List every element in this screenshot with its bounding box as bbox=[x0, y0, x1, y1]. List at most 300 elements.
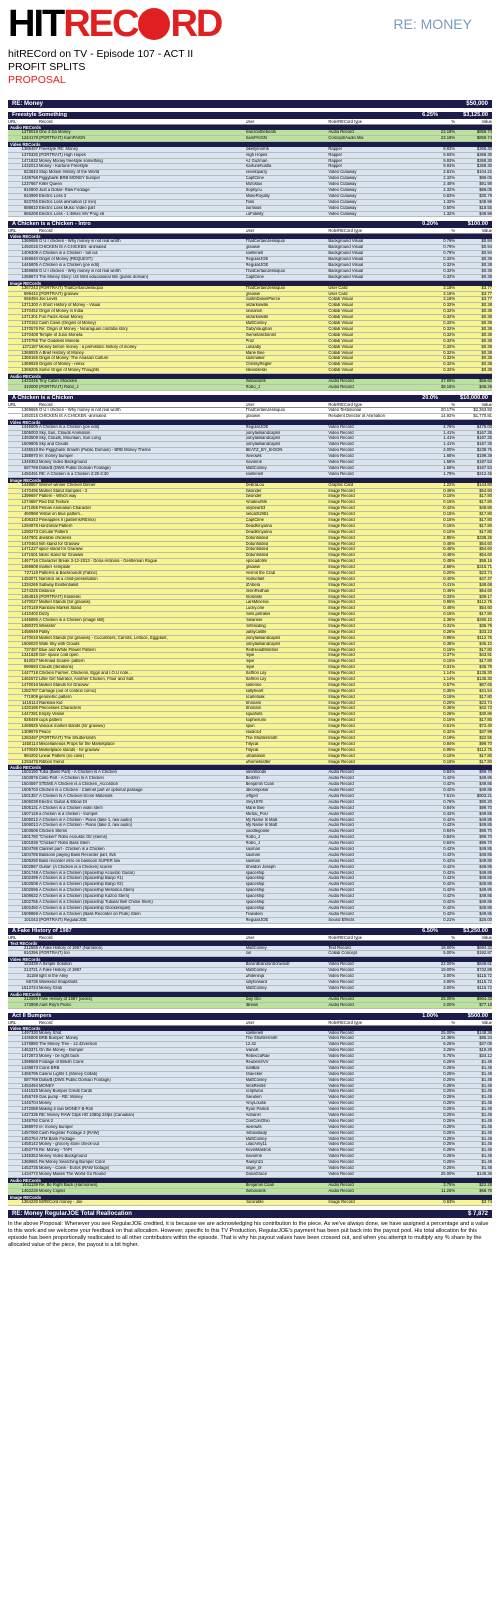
record-role: Collab Visual bbox=[328, 350, 353, 355]
record-title: On the Money - Bumper bbox=[38, 1048, 84, 1053]
column-header-pct: % bbox=[451, 1019, 456, 1025]
record-value: $37.09 bbox=[479, 1042, 492, 1047]
record-percent: 0.25% bbox=[443, 1113, 456, 1118]
record-url: 1423446 bbox=[21, 379, 38, 384]
record-title: Clarinet part - Chicken is a Chicken bbox=[38, 846, 105, 851]
record-value: $36.79 bbox=[479, 665, 492, 670]
record-title: Dollar$ (DWS Public Domain Footage) bbox=[38, 465, 111, 470]
record-user: Raelyn21 bbox=[245, 1160, 264, 1165]
record-percent: 0.84% bbox=[443, 741, 456, 746]
record-percent: 0.32% bbox=[443, 332, 456, 337]
record-user: Benjamin Coan bbox=[245, 782, 275, 787]
record-user: urbanation bbox=[245, 753, 266, 758]
record-url: 823843 bbox=[23, 170, 38, 175]
record-url: 1367243 bbox=[21, 285, 38, 290]
record-title: BRB Bumper: Money bbox=[38, 1036, 79, 1041]
record-user: Day Glo bbox=[245, 996, 261, 1001]
record-value: $1.48 bbox=[481, 1154, 492, 1159]
record-percent: 1.58% bbox=[443, 465, 456, 470]
record-value: $49.85 bbox=[479, 852, 492, 857]
record-user: rejiie bbox=[245, 653, 255, 658]
record-percent: 0.15% bbox=[443, 647, 456, 652]
record-percent: 0.33% bbox=[443, 594, 456, 599]
record-percent: 1.41% bbox=[443, 442, 456, 447]
record-percent: 0.46% bbox=[443, 541, 456, 546]
record-percent: 0.32% bbox=[443, 309, 456, 314]
record-percent: 3.00% bbox=[443, 985, 456, 990]
record-user: scarletoak bbox=[245, 694, 265, 699]
record-value: $34.12 bbox=[479, 1054, 492, 1059]
section bbox=[8, 221, 492, 390]
record-percent: 0.42% bbox=[443, 823, 456, 828]
record-value: $67.65 bbox=[479, 682, 492, 687]
record-url: 1388970 bbox=[21, 454, 38, 459]
record-title: Cash Cows (Origins of Money) bbox=[38, 321, 96, 326]
record-percent: 0.84% bbox=[443, 770, 456, 775]
record-url: 1438873 bbox=[21, 1065, 38, 1070]
record-user: ThatCertainJessiquoi bbox=[245, 285, 285, 290]
record-title: Money Video Background bbox=[38, 459, 87, 464]
record-title: Yellow on blue pattern... bbox=[38, 512, 84, 517]
record-role: Video Record bbox=[328, 1089, 354, 1094]
record-url: 1470496 bbox=[21, 488, 38, 493]
record-title: Temple of Juno Moneta bbox=[38, 332, 83, 337]
record-title: Linear Pattern (no color) bbox=[38, 753, 85, 758]
column-header-role: Role/RECord type bbox=[328, 119, 363, 124]
record-url: 1453735 bbox=[21, 1166, 38, 1171]
record-title: Stop Motion History of the World bbox=[38, 170, 100, 175]
record-percent: 2.00% bbox=[443, 1002, 456, 1007]
record-user: kevinbparry bbox=[245, 170, 268, 175]
record-percent: 0.42% bbox=[443, 852, 456, 857]
record-percent: 3.00% bbox=[443, 980, 456, 984]
record-percent: 18.00% bbox=[440, 945, 456, 950]
record-value: $338.26 bbox=[476, 535, 492, 540]
record-user: spaceship bbox=[245, 905, 265, 910]
record-value: $3.77 bbox=[481, 291, 492, 296]
record-title: Re: Be Right Back (Harmonies) bbox=[38, 1182, 98, 1187]
record-url: 1244179 bbox=[21, 135, 38, 140]
record-title: Cash Register Footage 2 (RAW) bbox=[38, 1130, 100, 1135]
record-user: DebraLou bbox=[245, 482, 264, 487]
record-role: Audio Record bbox=[328, 1002, 354, 1007]
record-user: poodlegoose bbox=[245, 829, 270, 834]
record-title: fabric stand for Graoww bbox=[38, 553, 84, 558]
record-percent: 14.38% bbox=[440, 1036, 456, 1041]
record-title: re: money bumper bbox=[38, 454, 73, 459]
record-role: Video Record bbox=[328, 985, 354, 990]
record-percent: 0.32% bbox=[443, 338, 456, 343]
record-url: 1283497 bbox=[21, 735, 38, 740]
record-url: 1471056 bbox=[21, 506, 38, 511]
record-value: $1.48 bbox=[481, 1083, 492, 1088]
record-value: $99.70 bbox=[479, 829, 492, 834]
record-value: $99.70 bbox=[479, 835, 492, 840]
record-user: RegularJOE bbox=[245, 424, 269, 429]
record-user: Dotunfolded bbox=[245, 547, 269, 552]
record-url: 1399569 bbox=[21, 1060, 38, 1065]
record-title: Patsy bbox=[38, 629, 50, 634]
record-user: Tillycat bbox=[245, 741, 259, 746]
record-title: STEMS A Chicken is a Chicken_Accordion bbox=[38, 782, 119, 787]
record-percent: 1.68% bbox=[443, 454, 456, 459]
record-percent: 0.42% bbox=[443, 782, 456, 787]
section-name: A Fake History of 1987 bbox=[12, 927, 72, 934]
record-role: Video Cutaway bbox=[328, 211, 357, 216]
record-role: Image Record bbox=[328, 512, 355, 517]
record-value: $49.85 bbox=[479, 846, 492, 851]
column-header-pct: % bbox=[451, 119, 456, 124]
record-percent: 0.46% bbox=[443, 588, 456, 593]
record-user: DanaGrace bbox=[245, 1171, 267, 1176]
group-label: Video RECords bbox=[8, 420, 492, 425]
record-url: 1509869 bbox=[21, 911, 38, 916]
record-user: KamPAIGN bbox=[245, 135, 267, 140]
record-title: hitRECord money - Joe bbox=[38, 1199, 83, 1204]
record-user: theboxsets bbox=[245, 1188, 266, 1193]
record-percent: 0.25% bbox=[443, 1166, 456, 1171]
section-amount: $3,250.00 bbox=[463, 927, 488, 934]
record-value: $18.55 bbox=[479, 205, 492, 210]
record-user: Benjamin Coan bbox=[245, 1182, 275, 1187]
record-percent: 0.25% bbox=[443, 1118, 456, 1123]
record-url: 173908 bbox=[23, 1002, 38, 1007]
record-value: $17.80 bbox=[479, 647, 492, 652]
record-url: 1471501 bbox=[21, 553, 38, 558]
record-url: 1447718 bbox=[21, 671, 38, 676]
record-user: graoww bbox=[245, 245, 260, 250]
record-role: Image Record bbox=[328, 635, 355, 640]
record-value: $3.77 bbox=[481, 285, 492, 290]
record-title: light in the Alley bbox=[38, 974, 69, 979]
record-role: Image Record bbox=[328, 706, 355, 711]
record-role: Audio Record bbox=[328, 888, 354, 893]
record-title: Some Origin of Money Thoughts bbox=[38, 368, 100, 373]
record-percent: 3.00% bbox=[443, 974, 456, 979]
record-role: Image Record bbox=[328, 753, 355, 758]
record-percent: 0.25% bbox=[443, 1142, 456, 1147]
record-title: (PORTRAIT) graoww bbox=[38, 291, 79, 296]
record-user: fraeulein bbox=[245, 1095, 262, 1100]
episode-title: hitRECord on TV - Episode 107 - ACT II bbox=[8, 48, 194, 60]
record-user: dbcomposer bbox=[245, 788, 269, 793]
record-role: Collab Visual bbox=[328, 362, 353, 367]
record-role: Image Record bbox=[328, 730, 355, 735]
record-value: $0.38 bbox=[481, 356, 492, 361]
record-value: $17.80 bbox=[479, 659, 492, 664]
record-value: $0.38 bbox=[481, 303, 492, 308]
record-user: KevinMastros bbox=[245, 1148, 271, 1153]
record-url: 1349353 bbox=[21, 1154, 38, 1159]
record-url: 1282787 bbox=[21, 688, 38, 693]
record-title: "Chicken" Robo Bass Stem bbox=[38, 841, 90, 846]
record-url: 1371187 bbox=[21, 344, 38, 349]
column-header-user: User bbox=[245, 228, 255, 234]
record-title: A Chicken is a Chicken (Spaceship Kazoo Stem) bbox=[38, 894, 130, 899]
record-title: Origin of Money in India bbox=[38, 309, 84, 314]
reallocation-row bbox=[8, 1210, 492, 1218]
record-value: $37.98 bbox=[479, 730, 492, 735]
record-url: 1506020 bbox=[21, 641, 38, 646]
total-label: RE: Money bbox=[12, 101, 44, 107]
record-url: 1447901 bbox=[21, 535, 38, 540]
record-value: $54.60 bbox=[479, 588, 492, 593]
record-percent: 0.42% bbox=[443, 811, 456, 816]
record-percent: 0.32% bbox=[443, 362, 456, 367]
record-role: Audio Record bbox=[328, 996, 354, 1001]
record-role: Image Record bbox=[328, 488, 355, 493]
record-percent: 0.25% bbox=[443, 1083, 456, 1088]
record-role: Video Record bbox=[328, 1154, 354, 1159]
record-value: $732.89 bbox=[476, 968, 492, 973]
record-title: A Chicken Is A Chicken-Score Materials bbox=[38, 793, 113, 798]
section-name: A Chicken is a Chicken - Intro bbox=[12, 221, 91, 228]
record-user: alexWoods bbox=[245, 770, 267, 775]
record-url: 1505250 bbox=[21, 858, 38, 863]
record-title: Killer Queen bbox=[38, 182, 62, 187]
record-role: Graphic Card bbox=[328, 482, 354, 487]
record-user: belcath1981 bbox=[245, 512, 269, 517]
record-percent: 0.41% bbox=[443, 582, 456, 587]
record-user: AmyLouise bbox=[245, 1101, 267, 1106]
record-title: Bass recorder intro on bassoon SUPER low bbox=[38, 858, 121, 863]
record-url: 1507128 bbox=[21, 811, 38, 816]
table-row bbox=[8, 385, 492, 391]
record-url: 1450114 bbox=[21, 741, 38, 746]
record-title: A Chicken is a Chicken violin stem bbox=[38, 805, 103, 810]
record-url: 1463371 bbox=[21, 1048, 38, 1053]
record-role: Collab Visual bbox=[328, 344, 353, 349]
record-percent: 0.32% bbox=[443, 344, 456, 349]
record-percent: 0.79% bbox=[443, 251, 456, 256]
group-label: Video RECords bbox=[8, 1026, 492, 1031]
record-url: 213731 bbox=[23, 968, 38, 973]
record-role: Image Record bbox=[328, 571, 355, 575]
record-title: Market Stands (for graoww) bbox=[38, 600, 91, 605]
record-user: sophierumi bbox=[245, 718, 266, 723]
record-title: The Money Story: US Mint educational film (public domain) bbox=[38, 274, 149, 279]
record-title: RE: Money RAW Clips HD 1080p 24fps (Canadian) bbox=[38, 1113, 135, 1118]
record-user: rejiie bbox=[245, 659, 255, 664]
record-title: (PORTRAIT) KamPAIGN bbox=[38, 135, 86, 140]
record-user: Lucky.one bbox=[245, 606, 265, 611]
record-url: 1371300 bbox=[21, 303, 38, 308]
record-percent: 1.22% bbox=[443, 482, 456, 487]
record-role: Video Record bbox=[328, 1083, 354, 1088]
section-amount: $3,125.00 bbox=[463, 112, 488, 118]
record-url: 1469925 bbox=[21, 724, 38, 729]
record-url: 1274225 bbox=[21, 588, 38, 593]
record-percent: 0.25% bbox=[443, 1107, 456, 1112]
record-role: Image Record bbox=[328, 594, 355, 599]
record-value: $1.48 bbox=[481, 1136, 492, 1141]
record-url: 1410402 bbox=[21, 612, 38, 617]
record-percent: 0.46% bbox=[443, 606, 456, 611]
record-user: rejiie bbox=[245, 665, 255, 670]
record-user: iseeowls bbox=[245, 1124, 262, 1129]
record-title: Re: Origin of Money - Nicaraguan cordoba story bbox=[38, 326, 128, 331]
record-title: A Simple Solution bbox=[38, 962, 72, 967]
record-role: Video Record bbox=[328, 1054, 354, 1059]
record-value: $199.39 bbox=[476, 454, 492, 459]
section-amount: $500.00 bbox=[467, 1012, 488, 1019]
record-percent: 0.50% bbox=[443, 205, 456, 210]
record-value: $167.35 bbox=[476, 430, 492, 435]
record-user: My Name Is Matt bbox=[245, 817, 278, 822]
record-user: theboxsets bbox=[245, 379, 266, 384]
record-url: 1379330 bbox=[21, 152, 38, 157]
record-title: Making it rain MONEY B-Roll bbox=[38, 1107, 93, 1112]
record-title: Electric Guitar & Elbow DI bbox=[38, 799, 88, 804]
record-value: $1.48 bbox=[481, 1089, 492, 1094]
record-value: $49.85 bbox=[479, 894, 492, 899]
record-value: $0.38 bbox=[481, 332, 492, 337]
record-user: spaceship bbox=[245, 899, 265, 904]
record-title: Market Stands (for graoww) - Cucumbers, Carrots, Lettuce, Eggplant, bbox=[38, 635, 168, 640]
record-user: ponytailsandcapris bbox=[245, 641, 281, 646]
record-title: Chicken Farmer, Chickens, Eggs and I.O.U note... bbox=[38, 671, 132, 676]
reallocation-amount: $ 7,872 bbox=[467, 1210, 488, 1217]
table-row bbox=[8, 212, 492, 218]
record-percent: 3.18% bbox=[443, 297, 456, 302]
record-value: $54.60 bbox=[479, 488, 492, 493]
record-title: the Piggybank Smash (Public Domain) - BRB Money Theme bbox=[38, 448, 151, 453]
record-percent: 1.41% bbox=[443, 430, 456, 435]
record-percent: 25.00% bbox=[440, 1171, 456, 1176]
record-value: $144.80 bbox=[476, 482, 492, 487]
record-title: "Chicken" Robo Acoustic Gtr (stems) bbox=[38, 835, 108, 840]
record-title: re: money bumper bbox=[38, 1124, 73, 1129]
record-percent: 0.32% bbox=[443, 326, 456, 331]
record-url: 923755 bbox=[23, 199, 38, 204]
record-title: Princesses Characters bbox=[38, 706, 82, 711]
record-user: DeadKinyama bbox=[245, 529, 272, 534]
record-user: KaliBali bbox=[245, 1065, 260, 1070]
record-title: Cello Part - A Chicken Is A Chicken bbox=[38, 776, 104, 781]
record-value: $0.38 bbox=[481, 321, 492, 326]
record-title: Clouds (Iterations) bbox=[38, 665, 74, 670]
record-percent: 0.15% bbox=[443, 494, 456, 499]
document-title: RE: MONEY bbox=[393, 16, 472, 32]
record-title: Peace bbox=[38, 730, 51, 735]
record-role: Video Record bbox=[328, 1171, 354, 1176]
record-user: Robo_J bbox=[245, 835, 260, 840]
record-user: 2wonder bbox=[245, 494, 262, 499]
record-user: jeffgeif bbox=[245, 793, 258, 798]
record-user: sallyheart bbox=[245, 688, 264, 693]
record-value: $1.48 bbox=[481, 1142, 492, 1147]
record-value: $48.96 bbox=[479, 199, 492, 204]
record-value: $17.80 bbox=[479, 759, 492, 764]
record-user: ponytailsandcapris bbox=[245, 436, 281, 441]
record-url: 1446704 bbox=[21, 1101, 38, 1106]
record-title: Joe Levitt bbox=[38, 297, 57, 302]
record-role: Collab Visual bbox=[328, 326, 353, 331]
record-percent: 0.25% bbox=[443, 1136, 456, 1141]
record-title: Blue and White Flower Pattern bbox=[38, 647, 96, 652]
record-title: Money Money freestyle something bbox=[38, 158, 103, 163]
section-name: Act II Bumpers bbox=[12, 1012, 52, 1019]
record-percent: 0.15% bbox=[443, 517, 456, 522]
record-value: $49.85 bbox=[479, 776, 492, 781]
record-value: $0.38 bbox=[481, 309, 492, 314]
record-percent: 0.95% bbox=[443, 747, 456, 752]
record-percent: 25.00% bbox=[440, 996, 456, 1001]
record-user: scriptwoo bbox=[245, 1089, 264, 1094]
record-percent: 0.15% bbox=[443, 500, 456, 505]
record-url: 1436806 bbox=[21, 1036, 38, 1041]
record-role: Video Record bbox=[328, 1107, 354, 1112]
record-user: soellenell bbox=[245, 251, 263, 256]
record-url: 1368840 bbox=[21, 257, 38, 262]
record-role: Video Record bbox=[328, 1166, 354, 1171]
record-percent: 0.25% bbox=[443, 1124, 456, 1129]
record-title: Money - be right back bbox=[38, 1054, 80, 1059]
record-url: 1420196 bbox=[21, 706, 38, 711]
record-percent: 23.18% bbox=[440, 130, 456, 134]
record-url: 1386497 bbox=[21, 146, 38, 151]
record-percent: 0.36% bbox=[443, 706, 456, 711]
section-header bbox=[8, 928, 492, 935]
record-user: MattConley bbox=[245, 465, 267, 470]
record-role: Image Record bbox=[328, 747, 355, 752]
section-header bbox=[8, 112, 492, 119]
record-role: Audio Record bbox=[328, 379, 354, 384]
record-value: $49.85 bbox=[479, 888, 492, 893]
record-percent: 0.15% bbox=[443, 529, 456, 534]
record-user: Dotunfolded bbox=[245, 553, 269, 558]
record-title: Fake History of 1987 [vocks] bbox=[38, 996, 92, 1001]
record-value: $36.79 bbox=[479, 624, 492, 629]
record-role: User Card bbox=[328, 291, 348, 296]
record-role: Video Record bbox=[328, 1118, 354, 1123]
record-value: $1,770.81 bbox=[473, 413, 492, 418]
record-value: $49.85 bbox=[479, 882, 492, 887]
record-title: (PORTRAIT) RegularJOE bbox=[38, 917, 87, 922]
column-header-record: Record bbox=[38, 119, 53, 124]
record-title: Coins BRB bbox=[38, 1065, 60, 1070]
record-user: Kavonne bbox=[245, 459, 263, 464]
record-percent: 0.28% bbox=[443, 629, 456, 634]
record-role: Video Record bbox=[328, 1160, 354, 1165]
record-role: Audio Record bbox=[328, 911, 354, 916]
record-user: studio14 bbox=[245, 730, 262, 735]
record-role: Video Record bbox=[328, 1030, 354, 1035]
record-percent: 0.25% bbox=[443, 1071, 456, 1076]
record-value: $3.77 bbox=[481, 297, 492, 302]
record-url: 1415114 bbox=[21, 700, 38, 705]
record-url: 212566 bbox=[23, 945, 38, 950]
record-role: Audio Record bbox=[328, 899, 354, 904]
record-user: ChrissyRegler bbox=[245, 362, 272, 367]
record-title: Mermaid Scales- pattern bbox=[38, 659, 85, 664]
record-title: A Chicken is A Chicken - Piano (take 1, raw audio) bbox=[38, 817, 133, 822]
column-header-pct: % bbox=[451, 228, 456, 234]
record-user: AJ Guzman bbox=[245, 158, 268, 163]
record-title: Red Dot Texture bbox=[38, 500, 70, 505]
record-url: 1470464 bbox=[21, 541, 38, 546]
record-title: CHICKEN IS A CHICKEN -animated bbox=[38, 413, 107, 418]
record-role: Video Record bbox=[328, 1077, 354, 1082]
record-percent: 2.85% bbox=[443, 535, 456, 540]
section-amount: $100.00 bbox=[467, 221, 488, 228]
record-url: 1501780 bbox=[21, 835, 38, 840]
record-role: Video Record bbox=[328, 980, 354, 984]
record-percent: 0.42% bbox=[443, 905, 456, 910]
record-title: Money - grocery store check-out bbox=[38, 1142, 99, 1147]
record-percent: 0.25% bbox=[443, 1160, 456, 1165]
record-percent: 0.32% bbox=[443, 274, 456, 279]
